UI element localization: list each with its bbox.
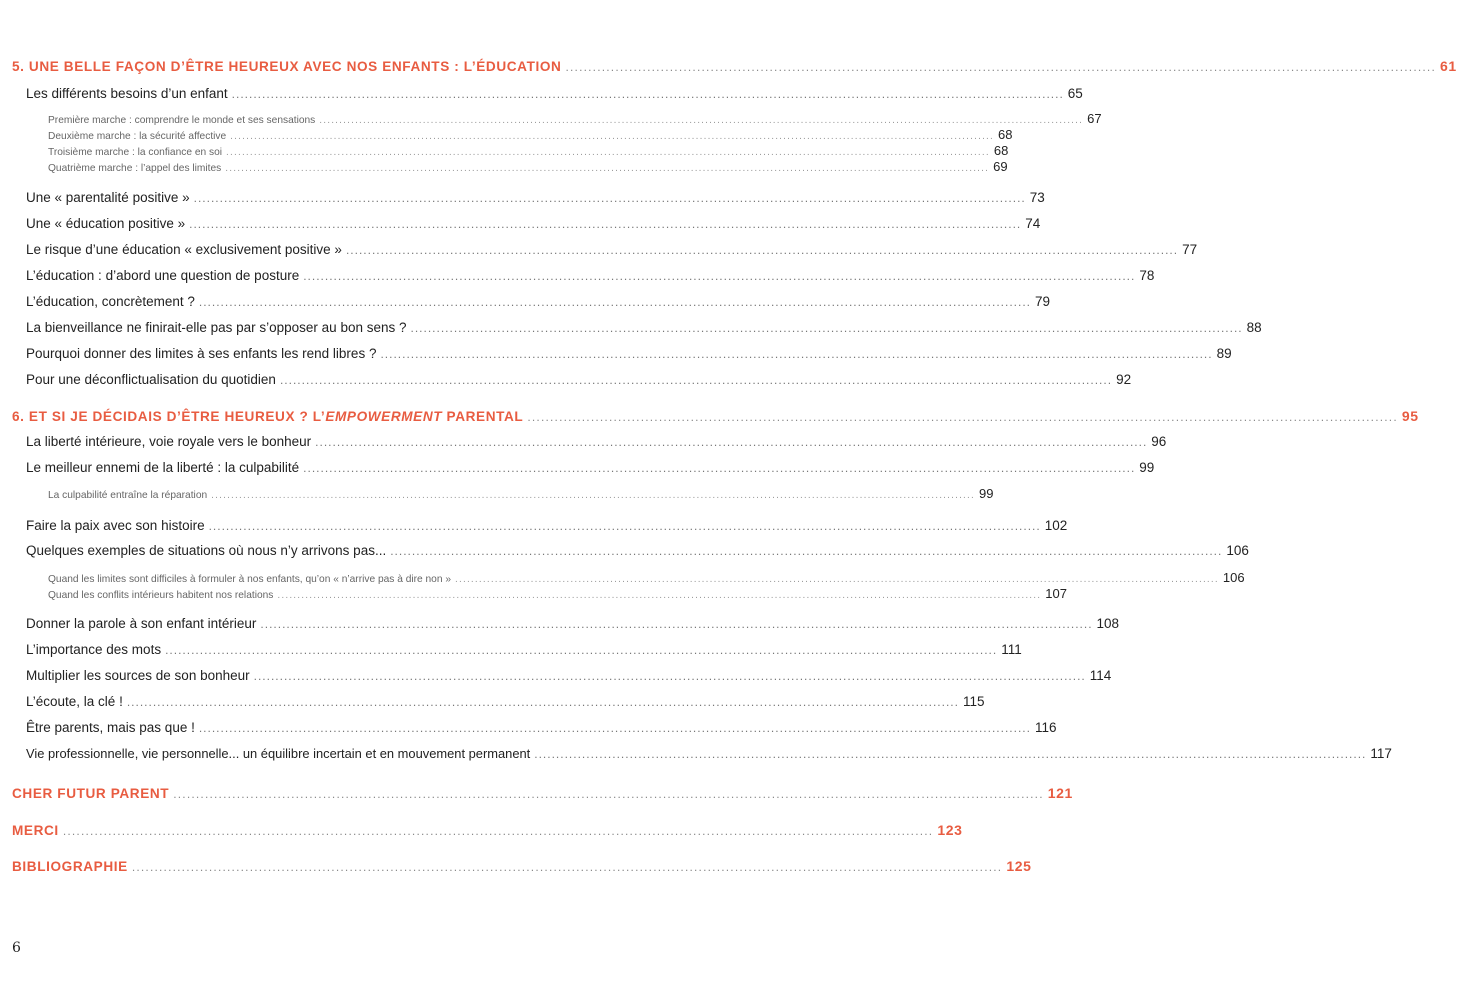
page-ref: 115 (962, 694, 985, 709)
toc-entry[interactable] (26, 294, 1051, 309)
dot-leader: ................................................................................................................................................................................................ (303, 461, 1136, 475)
page-ref: 74 (1025, 216, 1041, 231)
entry-title: L’importance des mots (26, 642, 162, 657)
subentry-title: Quand les conflits intérieurs habitent nos relations (48, 590, 274, 601)
entry-title: Pour une déconflictualisation du quotidien (26, 372, 276, 387)
dot-leader: ................................................................................................................................................................................................ (345, 243, 1179, 257)
dot-leader: ................................................................................................................................................................................................ (231, 87, 1064, 101)
dot-leader: ................................................................................................................................................................................................ (527, 410, 1398, 424)
page-ref: 111 (1001, 642, 1022, 657)
page-ref: 92 (1116, 372, 1132, 387)
dot-leader: ................................................................................................................................................................................................ (211, 490, 975, 501)
page-ref: 77 (1182, 242, 1198, 257)
page-number: 6 (12, 940, 21, 956)
subentry-title: Première marche : comprendre le monde et ses sensations (48, 115, 316, 126)
entry-title: Le meilleur ennemi de la liberté : la culpabilité (26, 460, 300, 475)
toc-entry[interactable] (26, 86, 1083, 101)
toc-subentry[interactable] (48, 111, 1102, 126)
dot-leader: ................................................................................................................................................................................................ (62, 824, 934, 838)
page-ref: 99 (979, 486, 994, 501)
dot-leader: ................................................................................................................................................................................................ (126, 695, 959, 709)
toc-chapter-6[interactable] (12, 408, 1419, 424)
toc-entry[interactable] (26, 320, 1262, 335)
dot-leader: ................................................................................................................................................................................................ (380, 347, 1213, 361)
dot-leader: ................................................................................................................................................................................................ (198, 721, 1031, 735)
subentry-title: La culpabilité entraîne la réparation (48, 490, 208, 501)
chapter-title-emphasis: EMPOWERMENT (325, 409, 443, 424)
dot-leader: ................................................................................................................................................................................................ (253, 669, 1086, 683)
subentry-title: Quatrième marche : l’appel des limites (48, 163, 222, 174)
dot-leader: ................................................................................................................................................................................................ (225, 163, 990, 174)
toc-subentry[interactable] (48, 143, 1009, 158)
page-ref: 125 (1006, 858, 1032, 874)
entry-title: Quelques exemples de situations où nous n’y arrivons pas... (26, 543, 387, 558)
toc-chapter-bibliographie[interactable] (12, 858, 1032, 874)
page-ref: 89 (1216, 346, 1232, 361)
entry-title: Donner la parole à son enfant intérieur (26, 616, 257, 631)
dot-leader: ................................................................................................................................................................................................ (165, 643, 998, 657)
page-ref: 108 (1096, 616, 1120, 631)
toc-subentry[interactable] (48, 159, 1008, 174)
dot-leader: ................................................................................................................................................................................................ (303, 269, 1136, 283)
dot-leader: ................................................................................................................................................................................................ (230, 131, 995, 142)
chapter-title: BIBLIOGRAPHIE (12, 859, 128, 874)
page-ref: 107 (1045, 586, 1067, 601)
page-ref: 106 (1222, 570, 1245, 585)
dot-leader: ................................................................................................................................................................................................ (534, 747, 1367, 761)
page-ref: 102 (1044, 518, 1068, 533)
page-ref: 117 (1370, 746, 1392, 761)
toc-subentry[interactable] (48, 586, 1067, 601)
page-ref: 73 (1029, 190, 1045, 205)
dot-leader: ................................................................................................................................................................................................ (410, 321, 1243, 335)
toc-entry[interactable] (26, 242, 1198, 257)
page-ref: 78 (1139, 268, 1155, 283)
toc-entry[interactable] (26, 190, 1045, 205)
toc-entry[interactable] (26, 746, 1392, 761)
toc-entry[interactable] (26, 372, 1132, 387)
dot-leader: ................................................................................................................................................................................................ (198, 295, 1031, 309)
chapter-title: 5. UNE BELLE FAÇON D’ÊTRE HEUREUX AVEC NOS ENFANTS : L’ÉDUCATION (12, 59, 562, 74)
entry-title: L’écoute, la clé ! (26, 694, 123, 709)
dot-leader: ................................................................................................................................................................................................ (565, 60, 1436, 74)
subentry-title: Quand les limites sont difficiles à formuler à nos enfants, qu’on « n’arrive pas à dire non » (48, 574, 452, 585)
dot-leader: ................................................................................................................................................................................................ (319, 115, 1084, 126)
dot-leader: ................................................................................................................................................................................................ (193, 191, 1026, 205)
toc-entry[interactable] (26, 346, 1232, 361)
toc-entry[interactable] (26, 518, 1068, 533)
entry-title: L’éducation, concrètement ? (26, 294, 195, 309)
toc-entry[interactable] (26, 268, 1155, 283)
toc-entry[interactable] (26, 543, 1249, 558)
page-ref: 61 (1440, 58, 1457, 74)
subentry-title: Deuxième marche : la sécurité affective (48, 131, 227, 142)
page-ref: 99 (1139, 460, 1155, 475)
entry-title: Une « éducation positive » (26, 216, 186, 231)
dot-leader: ................................................................................................................................................................................................ (260, 617, 1093, 631)
toc-entry[interactable] (26, 642, 1022, 657)
page-ref: 123 (937, 822, 963, 838)
entry-title: Pourquoi donner des limites à ses enfants les rend libres ? (26, 346, 377, 361)
page-ref: 68 (998, 127, 1013, 142)
entry-title: Vie professionnelle, vie personnelle... un équilibre incertain et en mouvement permanent (26, 746, 531, 761)
entry-title: Les différents besoins d’un enfant (26, 86, 228, 101)
entry-title: Être parents, mais pas que ! (26, 720, 195, 735)
dot-leader: ................................................................................................................................................................................................ (131, 860, 1003, 874)
dot-leader: ................................................................................................................................................................................................ (173, 787, 1044, 801)
page-ref: 106 (1226, 543, 1249, 558)
toc-chapter-5[interactable] (12, 58, 1457, 74)
page-ref: 114 (1089, 668, 1112, 683)
toc-entry[interactable] (26, 434, 1167, 449)
dot-leader: ................................................................................................................................................................................................ (315, 435, 1148, 449)
page-ref: 68 (993, 143, 1009, 158)
page-ref: 96 (1151, 434, 1167, 449)
dot-leader: ................................................................................................................................................................................................ (279, 373, 1113, 387)
toc-entry[interactable] (26, 668, 1112, 683)
page-ref: 67 (1087, 111, 1102, 126)
page-ref: 121 (1047, 785, 1073, 801)
page-ref: 95 (1401, 408, 1419, 424)
toc-entry[interactable] (26, 616, 1120, 631)
subentry-title: Troisième marche : la confiance en soi (48, 147, 223, 158)
dot-leader: ................................................................................................................................................................................................ (208, 519, 1041, 533)
dot-leader: ................................................................................................................................................................................................ (189, 217, 1022, 231)
toc-entry[interactable] (26, 460, 1155, 475)
chapter-title: 6. ET SI JE DÉCIDAIS D’ÊTRE HEUREUX ? L’EMPOWERMENT PARENTAL (12, 409, 524, 424)
page-ref: 69 (993, 159, 1008, 174)
page-ref: 88 (1246, 320, 1262, 335)
toc-subentry[interactable] (48, 127, 1013, 142)
toc-entry[interactable] (26, 720, 1057, 735)
entry-title: L’éducation : d’abord une question de posture (26, 268, 300, 283)
toc-chapter-cher-futur-parent[interactable] (12, 785, 1073, 801)
toc-chapter-merci[interactable] (12, 822, 963, 838)
entry-title: Faire la paix avec son histoire (26, 518, 205, 533)
dot-leader: ................................................................................................................................................................................................ (226, 147, 990, 158)
chapter-title: MERCI (12, 823, 59, 838)
toc-subentry[interactable] (48, 486, 994, 501)
toc-entry[interactable] (26, 694, 985, 709)
page-ref: 116 (1034, 720, 1057, 735)
entry-title: La bienveillance ne finirait-elle pas par s’opposer au bon sens ? (26, 320, 407, 335)
toc-entry[interactable] (26, 216, 1041, 231)
entry-title: Multiplier les sources de son bonheur (26, 668, 250, 683)
entry-title: Le risque d’une éducation « exclusivement positive » (26, 242, 342, 257)
page-ref: 65 (1067, 86, 1083, 101)
entry-title: La liberté intérieure, voie royale vers le bonheur (26, 434, 312, 449)
page-ref: 79 (1035, 294, 1051, 309)
dot-leader: ................................................................................................................................................................................................ (455, 574, 1219, 585)
dot-leader: ................................................................................................................................................................................................ (390, 544, 1223, 558)
dot-leader: ................................................................................................................................................................................................ (277, 590, 1042, 601)
chapter-title: CHER FUTUR PARENT (12, 786, 170, 801)
entry-title: Une « parentalité positive » (26, 190, 190, 205)
toc-subentry[interactable] (48, 570, 1245, 585)
